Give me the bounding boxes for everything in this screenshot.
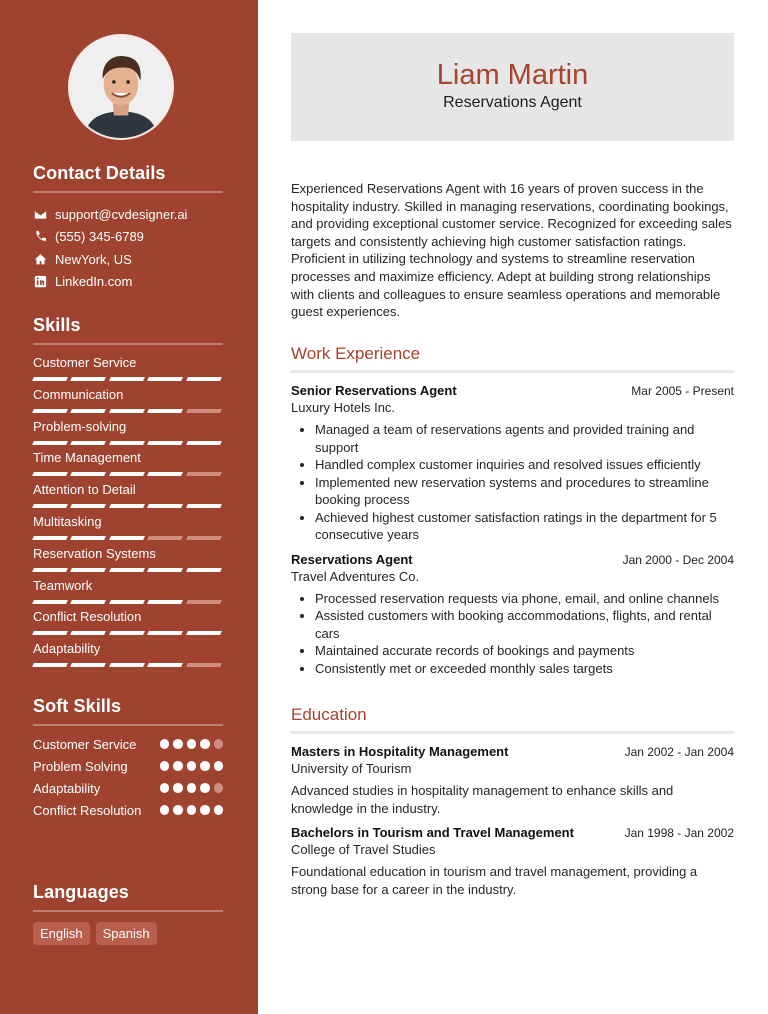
skill-level-segment (109, 631, 145, 635)
skill-item (33, 546, 223, 578)
skill-name: Multitasking (33, 513, 102, 529)
skill-level-segment (147, 472, 183, 476)
skill-level-segment (109, 441, 145, 445)
soft-skill-name: Customer Service (33, 737, 137, 752)
rating-dot (214, 805, 224, 815)
skill-level-segment (32, 536, 68, 540)
rating-dot (187, 739, 197, 749)
skill-level-segment (109, 600, 145, 604)
skill-level-segment (70, 472, 106, 476)
skill-name: Problem-solving (33, 418, 127, 434)
skill-level-segment (109, 536, 145, 540)
rating-dot (160, 739, 170, 749)
rating-dot (200, 805, 210, 815)
skill-level-segment (186, 377, 222, 381)
job-title: Reservations Agent (291, 551, 413, 567)
skill-level-segment (32, 663, 68, 667)
contact-item (33, 203, 223, 226)
skill-name: Reservation Systems (33, 545, 156, 561)
skill-level-segment (186, 631, 222, 635)
candidate-name: Liam Martin (436, 59, 589, 91)
contact-text[interactable]: LinkedIn.com (55, 274, 133, 290)
avatar (68, 34, 174, 140)
skill-item (33, 514, 223, 546)
home-icon (33, 252, 47, 266)
job-bullets (291, 421, 734, 544)
skill-level-segment (32, 631, 68, 635)
skill-level-bar (33, 441, 223, 445)
skill-level-segment (109, 377, 145, 381)
soft-skill-item (33, 736, 223, 754)
skill-level-segment (70, 377, 106, 381)
skill-level-bar (33, 600, 223, 604)
school-name: College of Travel Studies (291, 842, 436, 857)
skill-level-segment (32, 441, 68, 445)
skill-level-bar (33, 536, 223, 540)
contact-item (33, 226, 223, 249)
company-name: Luxury Hotels Inc. (291, 400, 396, 415)
name-header (291, 33, 734, 141)
soft-skill-item (33, 758, 223, 776)
soft-skill-item (33, 780, 223, 798)
skill-name: Time Management (33, 450, 141, 466)
job-bullet: • Maintained accurate records of bookings and payments (315, 642, 734, 660)
rating-dot (160, 761, 170, 771)
skill-item (33, 609, 223, 641)
skill-level-segment (186, 409, 222, 413)
language-tag: Spanish (96, 922, 157, 945)
languages-list (33, 922, 223, 945)
skill-level-bar (33, 504, 223, 508)
degree-description: Foundational education in tourism and travel management, providing a strong base for a career in the industry. (291, 864, 698, 897)
skill-level-segment (186, 536, 222, 540)
skill-level-segment (70, 504, 106, 508)
skill-level-segment (186, 600, 222, 604)
rating-dot (187, 761, 197, 771)
linkedin-icon (33, 275, 47, 289)
job-bullets (291, 590, 734, 678)
skill-level-segment (32, 472, 68, 476)
company-name: Travel Adventures Co. (291, 568, 420, 584)
rating-dot (214, 739, 224, 749)
soft-skill-name: Adaptability (33, 781, 101, 796)
skill-level-segment (147, 631, 183, 635)
skill-level-bar (33, 631, 223, 635)
rating-dot (173, 739, 183, 749)
phone-icon (33, 230, 47, 244)
work-list (291, 383, 734, 677)
skill-item (33, 355, 223, 387)
job-bullet: • Consistently met or exceeded monthly sales targets (315, 660, 734, 678)
degree-description: Advanced studies in hospitality management to enhance skills and knowledge in the industry. (291, 783, 674, 816)
skill-level-bar (33, 377, 223, 381)
work-section (291, 344, 734, 685)
skill-name: Communication (33, 386, 124, 402)
skill-level-segment (109, 409, 145, 413)
job-bullet: • Implemented new reservation systems and procedures to streamline booking process (315, 474, 734, 509)
contact-item (33, 271, 223, 294)
contact-text[interactable]: (555) 345-6789 (55, 229, 144, 245)
rating-dot (187, 783, 197, 793)
soft-skills-list (33, 736, 223, 820)
skill-level-segment (70, 631, 106, 635)
skill-level-segment (70, 600, 106, 604)
soft-skill-rating (160, 758, 224, 776)
skill-level-bar (33, 409, 223, 413)
education-entry-header (291, 744, 734, 759)
languages-section (33, 882, 223, 945)
job-date: Jan 2000 - Dec 2004 (622, 552, 734, 567)
contact-title: Contact Details (33, 163, 223, 193)
job-bullet: • Achieved highest customer satisfaction ratings in the department for 5 consecutive years (315, 509, 734, 544)
skill-level-segment (70, 663, 106, 667)
skill-level-segment (147, 377, 183, 381)
skill-name: Adaptability (33, 641, 101, 657)
skill-level-bar (33, 663, 223, 667)
education-section (291, 705, 734, 906)
skill-level-segment (186, 568, 222, 572)
skill-level-segment (32, 600, 68, 604)
envelope-icon (33, 207, 47, 221)
skill-level-segment (109, 663, 145, 667)
skill-level-segment (32, 568, 68, 572)
candidate-role: Reservations Agent (443, 94, 582, 111)
rating-dot (173, 783, 183, 793)
work-entry (291, 383, 734, 544)
degree-title: Masters in Hospitality Management (291, 744, 509, 759)
rating-dot (160, 783, 170, 793)
skill-level-segment (70, 441, 106, 445)
skill-item (33, 387, 223, 419)
skill-level-segment (32, 504, 68, 508)
skill-level-segment (109, 568, 145, 572)
language-tag: English (33, 922, 90, 945)
education-list (291, 744, 734, 898)
rating-dot (214, 783, 224, 793)
skill-level-segment (147, 663, 183, 667)
skill-level-segment (32, 409, 68, 413)
rating-dot (187, 805, 197, 815)
rating-dot (200, 761, 210, 771)
skill-name: Attention to Detail (33, 482, 136, 498)
skill-level-segment (186, 663, 222, 667)
skill-level-segment (147, 600, 183, 604)
degree-date: Jan 1998 - Jan 2002 (624, 826, 734, 840)
soft-skills-title: Soft Skills (33, 696, 223, 726)
skill-level-segment (70, 536, 106, 540)
skill-level-segment (186, 504, 222, 508)
skill-level-segment (70, 409, 106, 413)
skill-level-segment (147, 504, 183, 508)
degree-title: Bachelors in Tourism and Travel Management (291, 825, 574, 840)
skill-level-segment (109, 472, 145, 476)
education-entry-header (291, 825, 734, 840)
skills-section (33, 315, 223, 673)
work-entry-header (291, 383, 734, 398)
soft-skill-item (33, 802, 223, 820)
skill-level-segment (186, 441, 222, 445)
skill-level-segment (147, 441, 183, 445)
soft-skills-section (33, 696, 223, 824)
skill-level-segment (70, 568, 106, 572)
soft-skill-rating (160, 780, 224, 798)
school-name: University of Tourism (291, 761, 412, 776)
skills-title: Skills (33, 315, 223, 345)
skill-item (33, 419, 223, 451)
profile-photo (70, 36, 172, 138)
skill-level-segment (32, 377, 68, 381)
skill-name: Conflict Resolution (33, 609, 142, 625)
contact-text[interactable]: support@cvdesigner.ai (55, 206, 188, 222)
skill-level-bar (33, 472, 223, 476)
contact-item (33, 248, 223, 271)
job-date: Mar 2005 - Present (631, 384, 734, 398)
contact-text[interactable]: NewYork, US (55, 251, 132, 267)
soft-skill-name: Problem Solving (33, 759, 128, 774)
skill-item (33, 482, 223, 514)
skill-level-segment (186, 472, 222, 476)
contact-list (33, 203, 223, 293)
job-bullet: • Managed a team of reservations agents and provided training and support (315, 421, 734, 456)
education-entry (291, 744, 734, 817)
rating-dot (173, 761, 183, 771)
job-bullet: • Handled complex customer inquiries and resolved issues efficiently (315, 456, 734, 474)
education-entry (291, 825, 734, 898)
skill-name: Customer Service (33, 355, 137, 370)
skill-item (33, 450, 223, 482)
rating-dot (200, 739, 210, 749)
skills-list (33, 355, 223, 673)
skill-item (33, 641, 223, 673)
work-entry-header (291, 552, 734, 567)
skill-level-segment (109, 504, 145, 508)
job-bullet: • Assisted customers with booking accommodations, flights, and rental cars (315, 607, 734, 642)
skill-item (33, 578, 223, 610)
skill-level-segment (147, 409, 183, 413)
rating-dot (214, 761, 224, 771)
work-entry (291, 552, 734, 678)
soft-skill-rating (160, 802, 224, 820)
main-content (258, 0, 768, 1014)
languages-title: Languages (33, 882, 223, 912)
soft-skill-rating (160, 736, 224, 754)
work-title: Work Experience (291, 344, 734, 373)
contact-section (33, 163, 223, 293)
summary: Experienced Reservations Agent with 16 years of proven success in the hospitality industry. Skilled in managing reservations, coordinating bookings, and providing exceptional customer service. Recognized for exceeding sales targets and consistently achieving high customer satisfaction ratings. Proficient in utilizing technology and systems to streamline reservation processes and maximize efficiency. Adept at building strong relationships with clients and colleagues to ensure seamless operations and memorable guest experiences. (291, 181, 732, 320)
rating-dot (160, 805, 170, 815)
skill-name: Teamwork (33, 577, 93, 593)
skill-level-segment (147, 536, 183, 540)
job-title: Senior Reservations Agent (291, 383, 457, 398)
skill-level-segment (147, 568, 183, 572)
degree-date: Jan 2002 - Jan 2004 (624, 745, 734, 759)
education-title: Education (291, 705, 734, 734)
soft-skill-name: Conflict Resolution (33, 803, 142, 818)
skill-level-bar (33, 568, 223, 572)
rating-dot (200, 783, 210, 793)
job-bullet: • Processed reservation requests via phone, email, and online channels (315, 590, 734, 608)
rating-dot (173, 805, 183, 815)
sidebar (0, 0, 258, 1014)
